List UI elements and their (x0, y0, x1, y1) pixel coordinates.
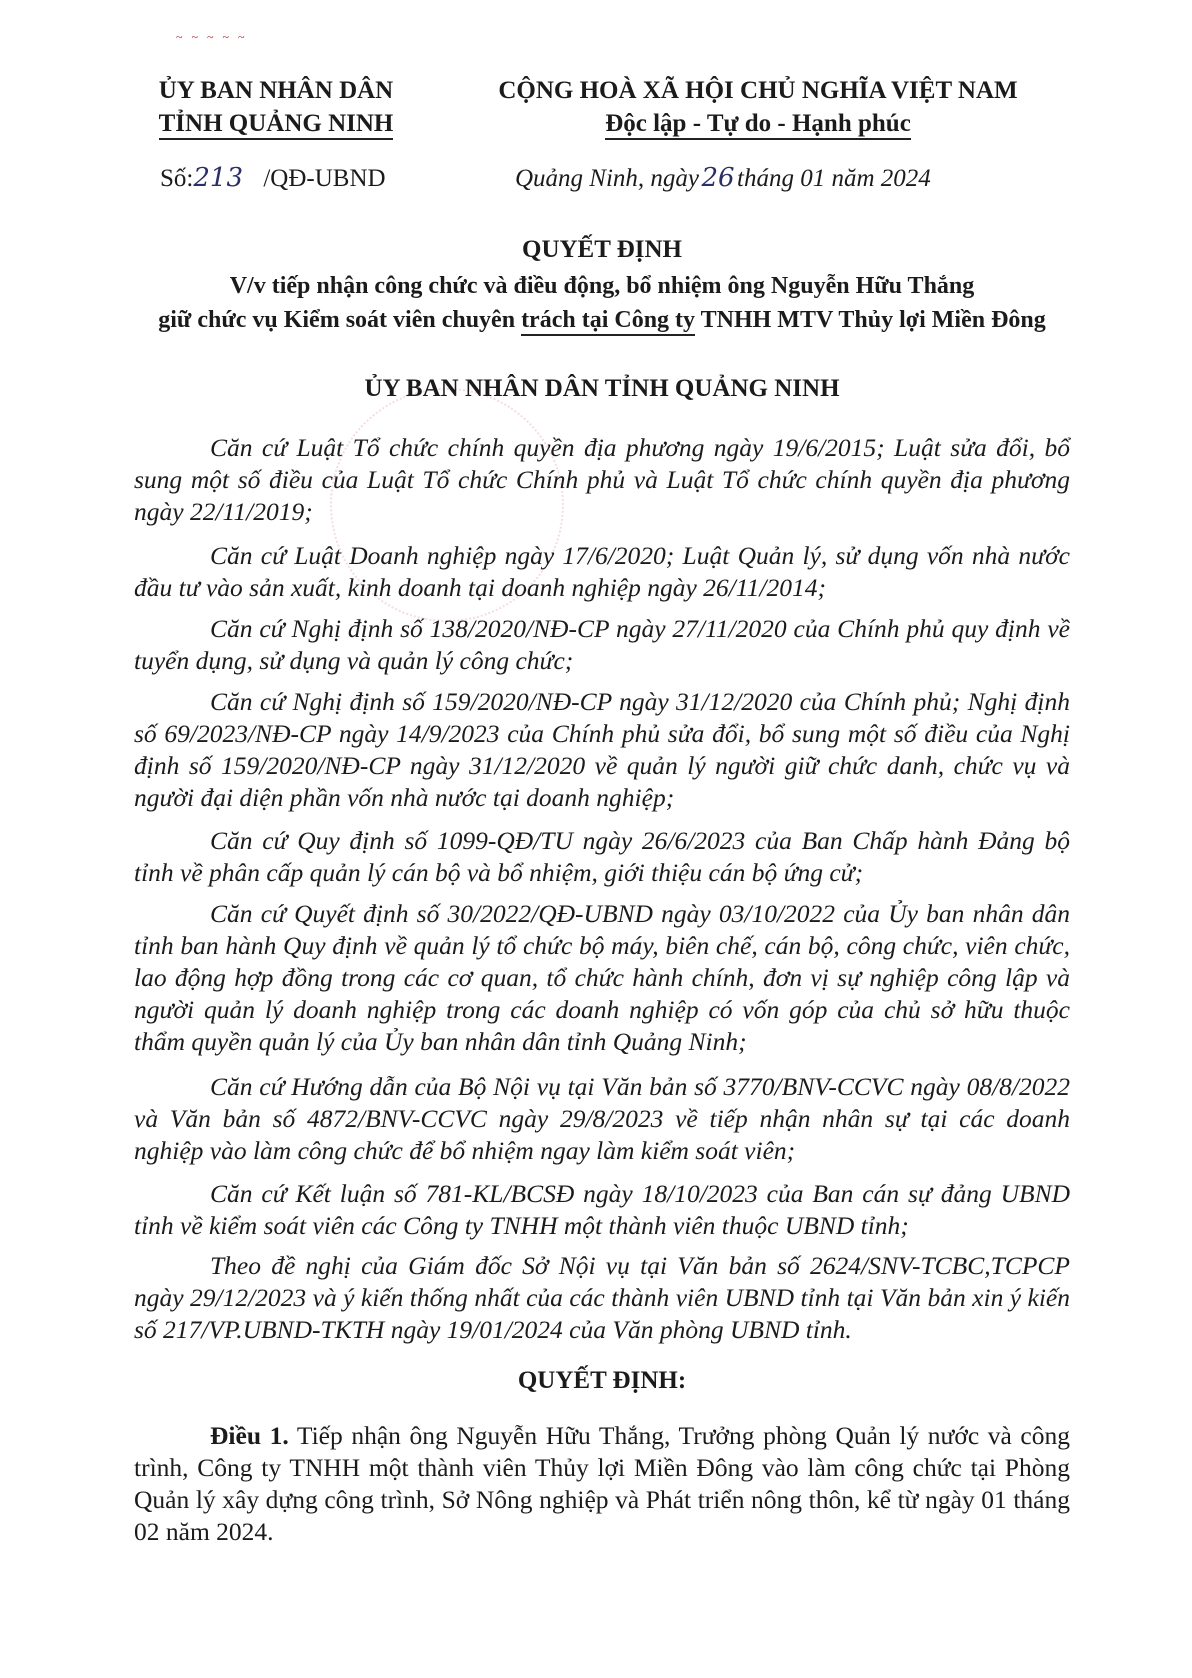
date-prefix: Quảng Ninh, ngày (515, 165, 700, 192)
article-1-text: Tiếp nhận ông Nguyễn Hữu Thắng, Trưởng phòng Quản lý nước và công trình, Công ty TNHH một thành viên Thủy lợi Miền Đông vào làm công chức tại Phòng Quản lý xây dựng công trình, Sở Nông nghiệp và Phát triển nông thôn, kể từ ngày 01 tháng 02 năm 2024. (134, 1421, 1070, 1546)
legal-basis-9: Theo đề nghị của Giám đốc Sở Nội vụ tại Văn bản số 2624/SNV-TCBC,TCPCP ngày 29/12/2023 và ý kiến thống nhất của các thành viên UBND tỉnh tại Văn bản xin ý kiến số 217/VP.UBND-TKTH ngày 19/01/2024 của Văn phòng UBND tỉnh. (134, 1251, 1070, 1344)
agency-name-line1: ỦY BAN NHÂN DÂN (158, 77, 394, 104)
subject-line1: V/v tiếp nhận công chức và điều động, bổ nhiệm ông Nguyễn Hữu Thắng (229, 273, 975, 299)
scan-artifact: ~ ~ ~ ~ ~ (176, 30, 248, 44)
legal-basis-6: Căn cứ Quyết định số 30/2022/QĐ-UBND ngày 03/10/2022 của Ủy ban nhân dân tỉnh ban hành Quy định về quản lý tổ chức bộ máy, biên chế, cán bộ, công chức, viên chức, lao động hợp đồng trong các cơ quan, tổ chức hành chính, đơn vị sự nghiệp công lập và người quản lý doanh nghiệp trong các doanh nghiệp có vốn góp của chủ sở hữu thuộc thẩm quyền quản lý của Ủy ban nhân dân tỉnh Quảng Ninh; (134, 899, 1070, 1056)
number-handwritten: 213 (193, 163, 243, 193)
legal-basis-3: Căn cứ Nghị định số 138/2020/NĐ-CP ngày 27/11/2020 của Chính phủ quy định về tuyển dụng, sử dụng và quản lý công chức; (134, 614, 1070, 675)
legal-basis-5: Căn cứ Quy định số 1099-QĐ/TU ngày 26/6/2023 của Ban Chấp hành Đảng bộ tỉnh về phân cấp quản lý cán bộ và bổ nhiệm, giới thiệu cán bộ ứng cử; (134, 826, 1070, 887)
legal-basis-4: Căn cứ Nghị định số 159/2020/NĐ-CP ngày 31/12/2020 của Chính phủ; Nghị định số 69/2023/NĐ-CP ngày 14/9/2023 của Chính phủ sửa đổi, bổ sung một số điều của Nghị định số 159/2020/NĐ-CP ngày 31/12/2020 về quản lý người giữ chức danh, chức vụ và người đại diện phần vốn nhà nước tại doanh nghiệp; (134, 687, 1070, 812)
document-subject (134, 269, 1070, 337)
agency-block (140, 74, 412, 140)
agency-name-line2: TỈNH QUẢNG NINH (140, 107, 412, 140)
document-title: QUYẾT ĐỊNH (522, 236, 682, 263)
subject-underline: trách tại Công ty (521, 307, 695, 336)
legal-basis-8: Căn cứ Kết luận số 781-KL/BCSĐ ngày 18/10/2023 của Ban cán sự đảng UBND tỉnh về kiểm soát viên các Công ty TNHH một thành viên thuộc UBND tỉnh; (134, 1179, 1070, 1240)
article-1-label: Điều 1. (210, 1421, 289, 1450)
document-number (160, 162, 420, 195)
issue-date (515, 162, 1075, 195)
date-suffix: tháng 01 năm 2024 (737, 165, 931, 192)
date-day-handwritten: 26 (701, 163, 735, 193)
legal-basis-1: Căn cứ Luật Tổ chức chính quyền địa phương ngày 19/6/2015; Luật sửa đổi, bổ sung một số điều của Luật Tổ chức Chính phủ và Luật Tổ chức chính quyền địa phương ngày 22/11/2019; (134, 433, 1070, 526)
legal-basis-7: Căn cứ Hướng dẫn của Bộ Nội vụ tại Văn bản số 3770/BNV-CCVC ngày 08/8/2022 và Văn bản số 4872/BNV-CCVC ngày 29/8/2023 về tiếp nhận nhân sự tại các doanh nghiệp vào làm công chức để bổ nhiệm ngay làm kiểm soát viên; (134, 1072, 1070, 1165)
article-1 (134, 1420, 1070, 1548)
number-prefix: Số: (160, 165, 194, 192)
decision-heading: QUYẾT ĐỊNH: (517, 1367, 687, 1394)
national-motto-block (440, 74, 1076, 140)
number-suffix: /QĐ-UBND (263, 165, 386, 192)
subject-line2: giữ chức vụ Kiểm soát viên chuyên trách tại Công ty TNHH MTV Thủy lợi Miền Đông (134, 303, 1070, 337)
motto: Độc lập - Tự do - Hạnh phúc (440, 107, 1076, 140)
legal-basis-2: Căn cứ Luật Doanh nghiệp ngày 17/6/2020; Luật Quản lý, sử dụng vốn nhà nước đầu tư vào sản xuất, kinh doanh tại doanh nghiệp ngày 26/11/2014; (134, 541, 1070, 602)
country-name: CỘNG HOÀ XÃ HỘI CHỦ NGHĨA VIỆT NAM (498, 77, 1018, 104)
issuing-body: ỦY BAN NHÂN DÂN TỈNH QUẢNG NINH (364, 375, 840, 402)
